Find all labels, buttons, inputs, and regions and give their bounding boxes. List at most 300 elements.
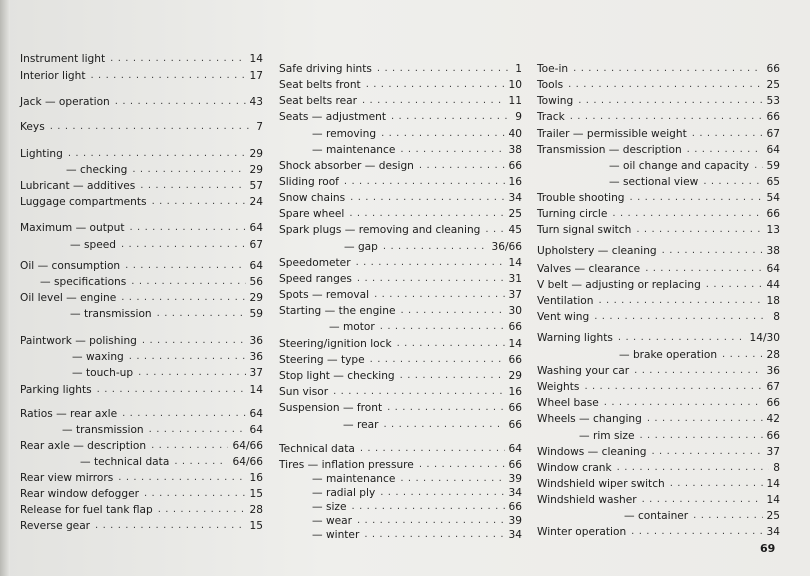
index-entry <box>20 50 263 66</box>
index-entry-label: Ratios — rear axle <box>20 408 118 420</box>
dot-leader <box>174 455 228 469</box>
index-entry <box>20 517 263 533</box>
index-entry-page: 67 <box>249 239 263 251</box>
index-entry-label: Rear view mirrors <box>20 472 114 484</box>
index-entry-page: 29 <box>249 164 263 176</box>
index-entry-label: — removing <box>312 128 377 140</box>
index-entry <box>20 93 263 109</box>
dot-leader <box>125 259 245 273</box>
index-entry-label: Winter operation <box>537 526 627 538</box>
dot-leader <box>140 179 245 193</box>
book-gutter <box>0 0 10 576</box>
index-entry-page: 64/66 <box>232 456 263 468</box>
index-entry <box>279 205 522 221</box>
dot-leader <box>144 487 246 501</box>
index-entry-label: — maintenance <box>312 473 396 485</box>
index-entry-label: Maximum — output <box>20 222 125 234</box>
index-entry-page: 25 <box>766 510 780 522</box>
index-entry-page: 64 <box>249 408 263 420</box>
dot-leader <box>138 366 245 380</box>
index-entry <box>279 173 522 189</box>
index-entry-label: Wheel base <box>537 397 599 409</box>
index-entry-label: — technical data <box>80 456 170 468</box>
index-entry <box>279 254 522 270</box>
index-entry-page: 24 <box>249 196 263 208</box>
dot-leader <box>630 191 763 205</box>
index-entry <box>279 189 522 205</box>
index-entry-label: Toe-in <box>537 63 569 75</box>
index-entry-page: 7 <box>256 121 263 133</box>
index-entry-page: 9 <box>515 111 522 123</box>
index-entry-label: Warning lights <box>537 332 613 344</box>
index-entry-label: Wheels — changing <box>537 413 642 425</box>
index-entry <box>279 399 522 415</box>
dot-leader <box>356 256 505 270</box>
index-entry <box>537 507 780 523</box>
index-entry-page: 16 <box>249 472 263 484</box>
index-entry-page: 65 <box>766 176 780 188</box>
index-entry <box>537 427 780 443</box>
index-entry-page: 44 <box>766 279 780 291</box>
index-entry-page: 66 <box>508 419 522 431</box>
index-entry-label: Shock absorber — design <box>279 160 414 172</box>
index-entry <box>279 157 522 173</box>
index-entry <box>279 416 522 432</box>
index-entry-label: Stop light — checking <box>279 370 395 382</box>
index-entry-page: 14 <box>249 384 263 396</box>
index-entry <box>537 173 780 189</box>
index-entry-label: Windows — cleaning <box>537 446 647 458</box>
index-entry <box>20 437 263 453</box>
index-entry-page: 37 <box>766 446 780 458</box>
index-entry-label: — specifications <box>40 276 127 288</box>
index-entry-label: Technical data <box>279 443 355 455</box>
index-entry-label: — waxing <box>72 351 124 363</box>
index-entry <box>279 335 522 351</box>
index-entry-label: Jack — operation <box>20 96 110 108</box>
index-entry-label: Washing your car <box>537 365 630 377</box>
index-entry <box>20 469 263 485</box>
index-entry <box>279 270 522 286</box>
index-entry <box>20 381 263 397</box>
index-entry-page: 59 <box>249 308 263 320</box>
dot-leader <box>91 69 246 83</box>
index-entry-label: Vent wing <box>537 311 590 323</box>
index-entry <box>279 92 522 108</box>
index-entry-page: 34 <box>766 526 780 538</box>
index-entry-page: 66 <box>508 402 522 414</box>
index-entry <box>537 378 780 394</box>
dot-leader <box>400 304 504 318</box>
dot-leader <box>344 175 505 189</box>
dot-leader <box>121 291 245 305</box>
index-entry-page: 28 <box>249 504 263 516</box>
index-entry-label: — oil change and capacity <box>609 160 750 172</box>
dot-leader <box>631 525 762 539</box>
index-entry-page: 36 <box>766 365 780 377</box>
index-entry-label: Luggage compartments <box>20 196 147 208</box>
dot-leader <box>604 396 763 410</box>
index-entry <box>20 273 263 289</box>
index-entry-label: Interior light <box>20 70 86 82</box>
index-entry-label: Seat belts front <box>279 79 361 91</box>
index-entry-label: Parking lights <box>20 384 92 396</box>
index-entry-page: 16 <box>508 176 522 188</box>
index-entry <box>537 141 780 157</box>
index-entry-page: 45 <box>508 224 522 236</box>
index-entry-page: 38 <box>766 245 780 257</box>
index-entry-page: 66 <box>766 111 780 123</box>
dot-leader <box>157 307 246 321</box>
index-entry-label: Turning circle <box>537 208 608 220</box>
index-entry-label: Release for fuel tank flap <box>20 504 153 516</box>
index-entry-label: Windshield washer <box>537 494 637 506</box>
index-entry <box>537 346 780 362</box>
index-entry-label: Oil level — engine <box>20 292 117 304</box>
index-entry-page: 36 <box>249 335 263 347</box>
index-entry-page: 64 <box>766 263 780 275</box>
index-entry-page: 64 <box>508 443 522 455</box>
index-entry-page: 36 <box>249 351 263 363</box>
index-entry <box>20 348 263 364</box>
dot-leader <box>377 62 511 76</box>
index-entry-label: Spots — removal <box>279 289 370 301</box>
index-entry-label: Windshield wiper switch <box>537 478 665 490</box>
index-entry-label: Keys <box>20 121 45 133</box>
index-entry <box>537 60 780 76</box>
index-entry-page: 66 <box>508 160 522 172</box>
index-entry-label: Rear axle — description <box>20 440 147 452</box>
dot-leader <box>584 380 762 394</box>
index-entry-label: Reverse gear <box>20 520 91 532</box>
index-entry <box>20 67 263 83</box>
dot-leader <box>158 503 246 517</box>
index-entry-label: Lubricant — additives <box>20 180 136 192</box>
dot-leader <box>400 143 504 157</box>
dot-leader <box>706 278 763 292</box>
index-entry-page: 14 <box>766 478 780 490</box>
index-entry-page: 54 <box>766 192 780 204</box>
page-number: 69 <box>760 542 776 555</box>
index-entry-label: — container <box>624 510 689 522</box>
index-entry-page: 29 <box>508 370 522 382</box>
index-entry <box>279 318 522 334</box>
index-entry <box>279 383 522 399</box>
dot-leader <box>662 244 763 258</box>
dot-leader <box>110 52 245 66</box>
dot-leader <box>129 350 246 364</box>
index-entry-page: 42 <box>766 413 780 425</box>
index-entry <box>20 257 263 273</box>
dot-leader <box>642 493 763 507</box>
index-entry-label: Instrument light <box>20 53 106 65</box>
index-entry <box>20 161 263 177</box>
index-entry-label: Seats — adjustment <box>279 111 386 123</box>
dot-leader <box>634 364 762 378</box>
index-entry <box>537 205 780 221</box>
index-entry-page: 39 <box>508 515 522 527</box>
dot-leader <box>652 445 763 459</box>
index-entry-page: 66 <box>766 397 780 409</box>
dot-leader <box>722 348 762 362</box>
index-entry <box>20 118 263 134</box>
index-entry-page: 14 <box>508 257 522 269</box>
index-entry-label: — rear <box>343 419 379 431</box>
index-entry <box>279 221 522 237</box>
index-entry-page: 8 <box>773 462 780 474</box>
index-entry-label: Towing <box>537 95 574 107</box>
dot-leader <box>131 275 245 289</box>
index-entry-page: 67 <box>766 128 780 140</box>
dot-leader <box>380 320 505 334</box>
index-entry-label: Spare wheel <box>279 208 345 220</box>
index-entry-page: 25 <box>766 79 780 91</box>
index-entry <box>537 410 780 426</box>
dot-leader <box>151 439 228 453</box>
index-entry <box>537 459 780 475</box>
index-entry-label: Speedometer <box>279 257 351 269</box>
index-entry-label: — transmission <box>62 424 144 436</box>
index-entry-label: Lighting <box>20 148 63 160</box>
dot-leader <box>573 62 762 76</box>
index-entry-page: 66 <box>766 63 780 75</box>
index-entry-label: Oil — consumption <box>20 260 121 272</box>
dot-leader <box>366 78 505 92</box>
index-entry <box>279 302 522 318</box>
dot-leader <box>754 159 762 173</box>
index-entry <box>20 405 263 421</box>
index-entry <box>537 92 780 108</box>
dot-leader <box>391 110 511 124</box>
index-entry <box>537 475 780 491</box>
dot-leader <box>647 412 763 426</box>
index-entry-page: 53 <box>766 95 780 107</box>
index-entry <box>537 443 780 459</box>
index-entry <box>20 421 263 437</box>
dot-leader <box>618 331 746 345</box>
dot-leader <box>121 238 246 252</box>
dot-leader <box>578 94 762 108</box>
index-entry-page: 66 <box>508 501 522 513</box>
index-entry <box>537 108 780 124</box>
index-entry <box>537 292 780 308</box>
index-entry-label: V belt — adjusting or replacing <box>537 279 701 291</box>
index-entry-label: — radial ply <box>312 487 376 499</box>
index-entry <box>20 219 263 235</box>
dot-leader <box>693 509 762 523</box>
index-entry-page: 57 <box>249 180 263 192</box>
index-entry <box>537 394 780 410</box>
index-entry <box>279 286 522 302</box>
index-entry-label: — touch-up <box>72 367 134 379</box>
index-entry-page: 14 <box>249 53 263 65</box>
dot-leader <box>381 127 504 141</box>
index-entry <box>20 236 263 252</box>
index-entry-page: 39 <box>508 473 522 485</box>
index-entry-page: 66 <box>508 459 522 471</box>
index-entry <box>537 491 780 507</box>
index-entry-page: 1 <box>515 63 522 75</box>
index-entry <box>537 362 780 378</box>
index-entry <box>279 60 522 76</box>
index-entry-label: Valves — clearance <box>537 263 641 275</box>
index-entry-page: 25 <box>508 208 522 220</box>
index-entry-page: 14 <box>766 494 780 506</box>
index-entry-page: 18 <box>766 295 780 307</box>
index-entry <box>537 242 780 258</box>
index-entry <box>20 453 263 469</box>
index-entry <box>537 276 780 292</box>
dot-leader <box>364 528 504 542</box>
index-entry-page: 64/66 <box>232 440 263 452</box>
index-entry-label: — rim size <box>579 430 635 442</box>
index-entry-label: — checking <box>66 164 128 176</box>
index-entry-page: 30 <box>508 305 522 317</box>
index-entry <box>537 308 780 324</box>
index-entry-label: Trailer — permissible weight <box>537 128 687 140</box>
dot-leader <box>570 110 763 124</box>
index-entry-page: 17 <box>249 70 263 82</box>
index-entry <box>537 523 780 539</box>
index-entry-label: Upholstery — cleaning <box>537 245 657 257</box>
index-entry-page: 37 <box>249 367 263 379</box>
index-entry <box>537 189 780 205</box>
dot-leader <box>670 477 763 491</box>
index-entry <box>537 329 780 345</box>
dot-leader <box>383 240 488 254</box>
dot-leader <box>617 461 770 475</box>
dot-leader <box>419 159 505 173</box>
dot-leader <box>692 127 763 141</box>
index-entry <box>537 125 780 141</box>
dot-leader <box>362 94 505 108</box>
index-entry-label: — winter <box>312 529 360 541</box>
dot-leader <box>645 262 762 276</box>
index-entry <box>279 238 522 254</box>
dot-leader <box>383 418 504 432</box>
index-entry-label: Sun visor <box>279 386 329 398</box>
dot-leader <box>687 143 763 157</box>
index-entry <box>279 125 522 141</box>
index-entry-label: Snow chains <box>279 192 346 204</box>
index-entry-page: 43 <box>249 96 263 108</box>
dot-leader <box>357 272 505 286</box>
index-entry-label: Suspension — front <box>279 402 383 414</box>
index-entry-page: 56 <box>249 276 263 288</box>
index-entry-label: — transmission <box>70 308 152 320</box>
dot-leader <box>129 221 245 235</box>
index-entry-page: 66 <box>508 354 522 366</box>
dot-leader <box>97 383 246 397</box>
index-entry-label: Turn signal switch <box>537 224 632 236</box>
index-entry-label: Window crank <box>537 462 612 474</box>
index-entry-page: 59 <box>766 160 780 172</box>
dot-leader <box>149 423 246 437</box>
dot-leader <box>132 163 245 177</box>
index-entry-label: Sliding roof <box>279 176 339 188</box>
index-entry <box>20 145 263 161</box>
dot-leader <box>485 223 504 237</box>
index-entry-label: Ventilation <box>537 295 594 307</box>
index-entry <box>20 364 263 380</box>
index-entry-label: Track <box>537 111 565 123</box>
dot-leader <box>400 369 505 383</box>
index-entry-label: — sectional view <box>609 176 699 188</box>
dot-leader <box>397 337 505 351</box>
dot-leader <box>568 78 762 92</box>
dot-leader <box>636 223 762 237</box>
index-entry-label: Seat belts rear <box>279 95 357 107</box>
index-entry-label: Tools <box>537 79 564 91</box>
index-entry <box>20 485 263 501</box>
dot-leader <box>142 334 246 348</box>
dot-leader <box>640 429 763 443</box>
index-entry-page: 14 <box>508 338 522 350</box>
index-entry-page: 10 <box>508 79 522 91</box>
index-entry <box>279 351 522 367</box>
index-entry-page: 37 <box>508 289 522 301</box>
index-entry-label: — wear <box>312 515 352 527</box>
index-entry-page: 29 <box>249 148 263 160</box>
index-entry-label: — brake operation <box>619 349 718 361</box>
index-entry-page: 40 <box>508 128 522 140</box>
dot-leader <box>370 353 505 367</box>
index-entry <box>279 440 522 456</box>
dot-leader <box>152 195 246 209</box>
dot-leader <box>118 471 245 485</box>
index-entry-page: 38 <box>508 144 522 156</box>
dot-leader <box>68 147 246 161</box>
index-entry-label: — speed <box>70 239 116 251</box>
index-entry-label: — gap <box>344 241 378 253</box>
index-entry-label: Starting — the engine <box>279 305 396 317</box>
index-entry-page: 15 <box>249 488 263 500</box>
index-entry-label: Trouble shooting <box>537 192 625 204</box>
index-entry-page: 8 <box>773 311 780 323</box>
index-entry-label: — size <box>312 501 347 513</box>
index-entry-page: 28 <box>766 349 780 361</box>
dot-leader <box>333 385 504 399</box>
dot-leader <box>374 288 504 302</box>
index-entry <box>279 367 522 383</box>
index-entry-page: 64 <box>249 222 263 234</box>
index-entry <box>279 526 522 542</box>
index-entry-label: Rear window defogger <box>20 488 139 500</box>
dot-leader <box>594 310 769 324</box>
index-entry-page: 34 <box>508 192 522 204</box>
index-entry-label: Tires — inflation pressure <box>279 459 414 471</box>
dot-leader <box>598 294 762 308</box>
index-entry <box>537 221 780 237</box>
index-entry-page: 11 <box>508 95 522 107</box>
index-entry-label: Transmission — description <box>537 144 682 156</box>
index-entry-page: 34 <box>508 487 522 499</box>
index-entry-label: Speed ranges <box>279 273 352 285</box>
dot-leader <box>703 175 762 189</box>
index-entry-label: — motor <box>329 321 375 333</box>
index-entry <box>537 76 780 92</box>
index-entry-label: Steering/ignition lock <box>279 338 392 350</box>
index-entry-label: Paintwork — polishing <box>20 335 137 347</box>
index-entry-label: Safe driving hints <box>279 63 372 75</box>
index-entry-page: 66 <box>766 430 780 442</box>
index-entry-page: 29 <box>249 292 263 304</box>
index-entry-page: 31 <box>508 273 522 285</box>
index-entry-page: 64 <box>766 144 780 156</box>
index-entry <box>20 332 263 348</box>
index-entry <box>20 193 263 209</box>
dot-leader <box>387 401 504 415</box>
